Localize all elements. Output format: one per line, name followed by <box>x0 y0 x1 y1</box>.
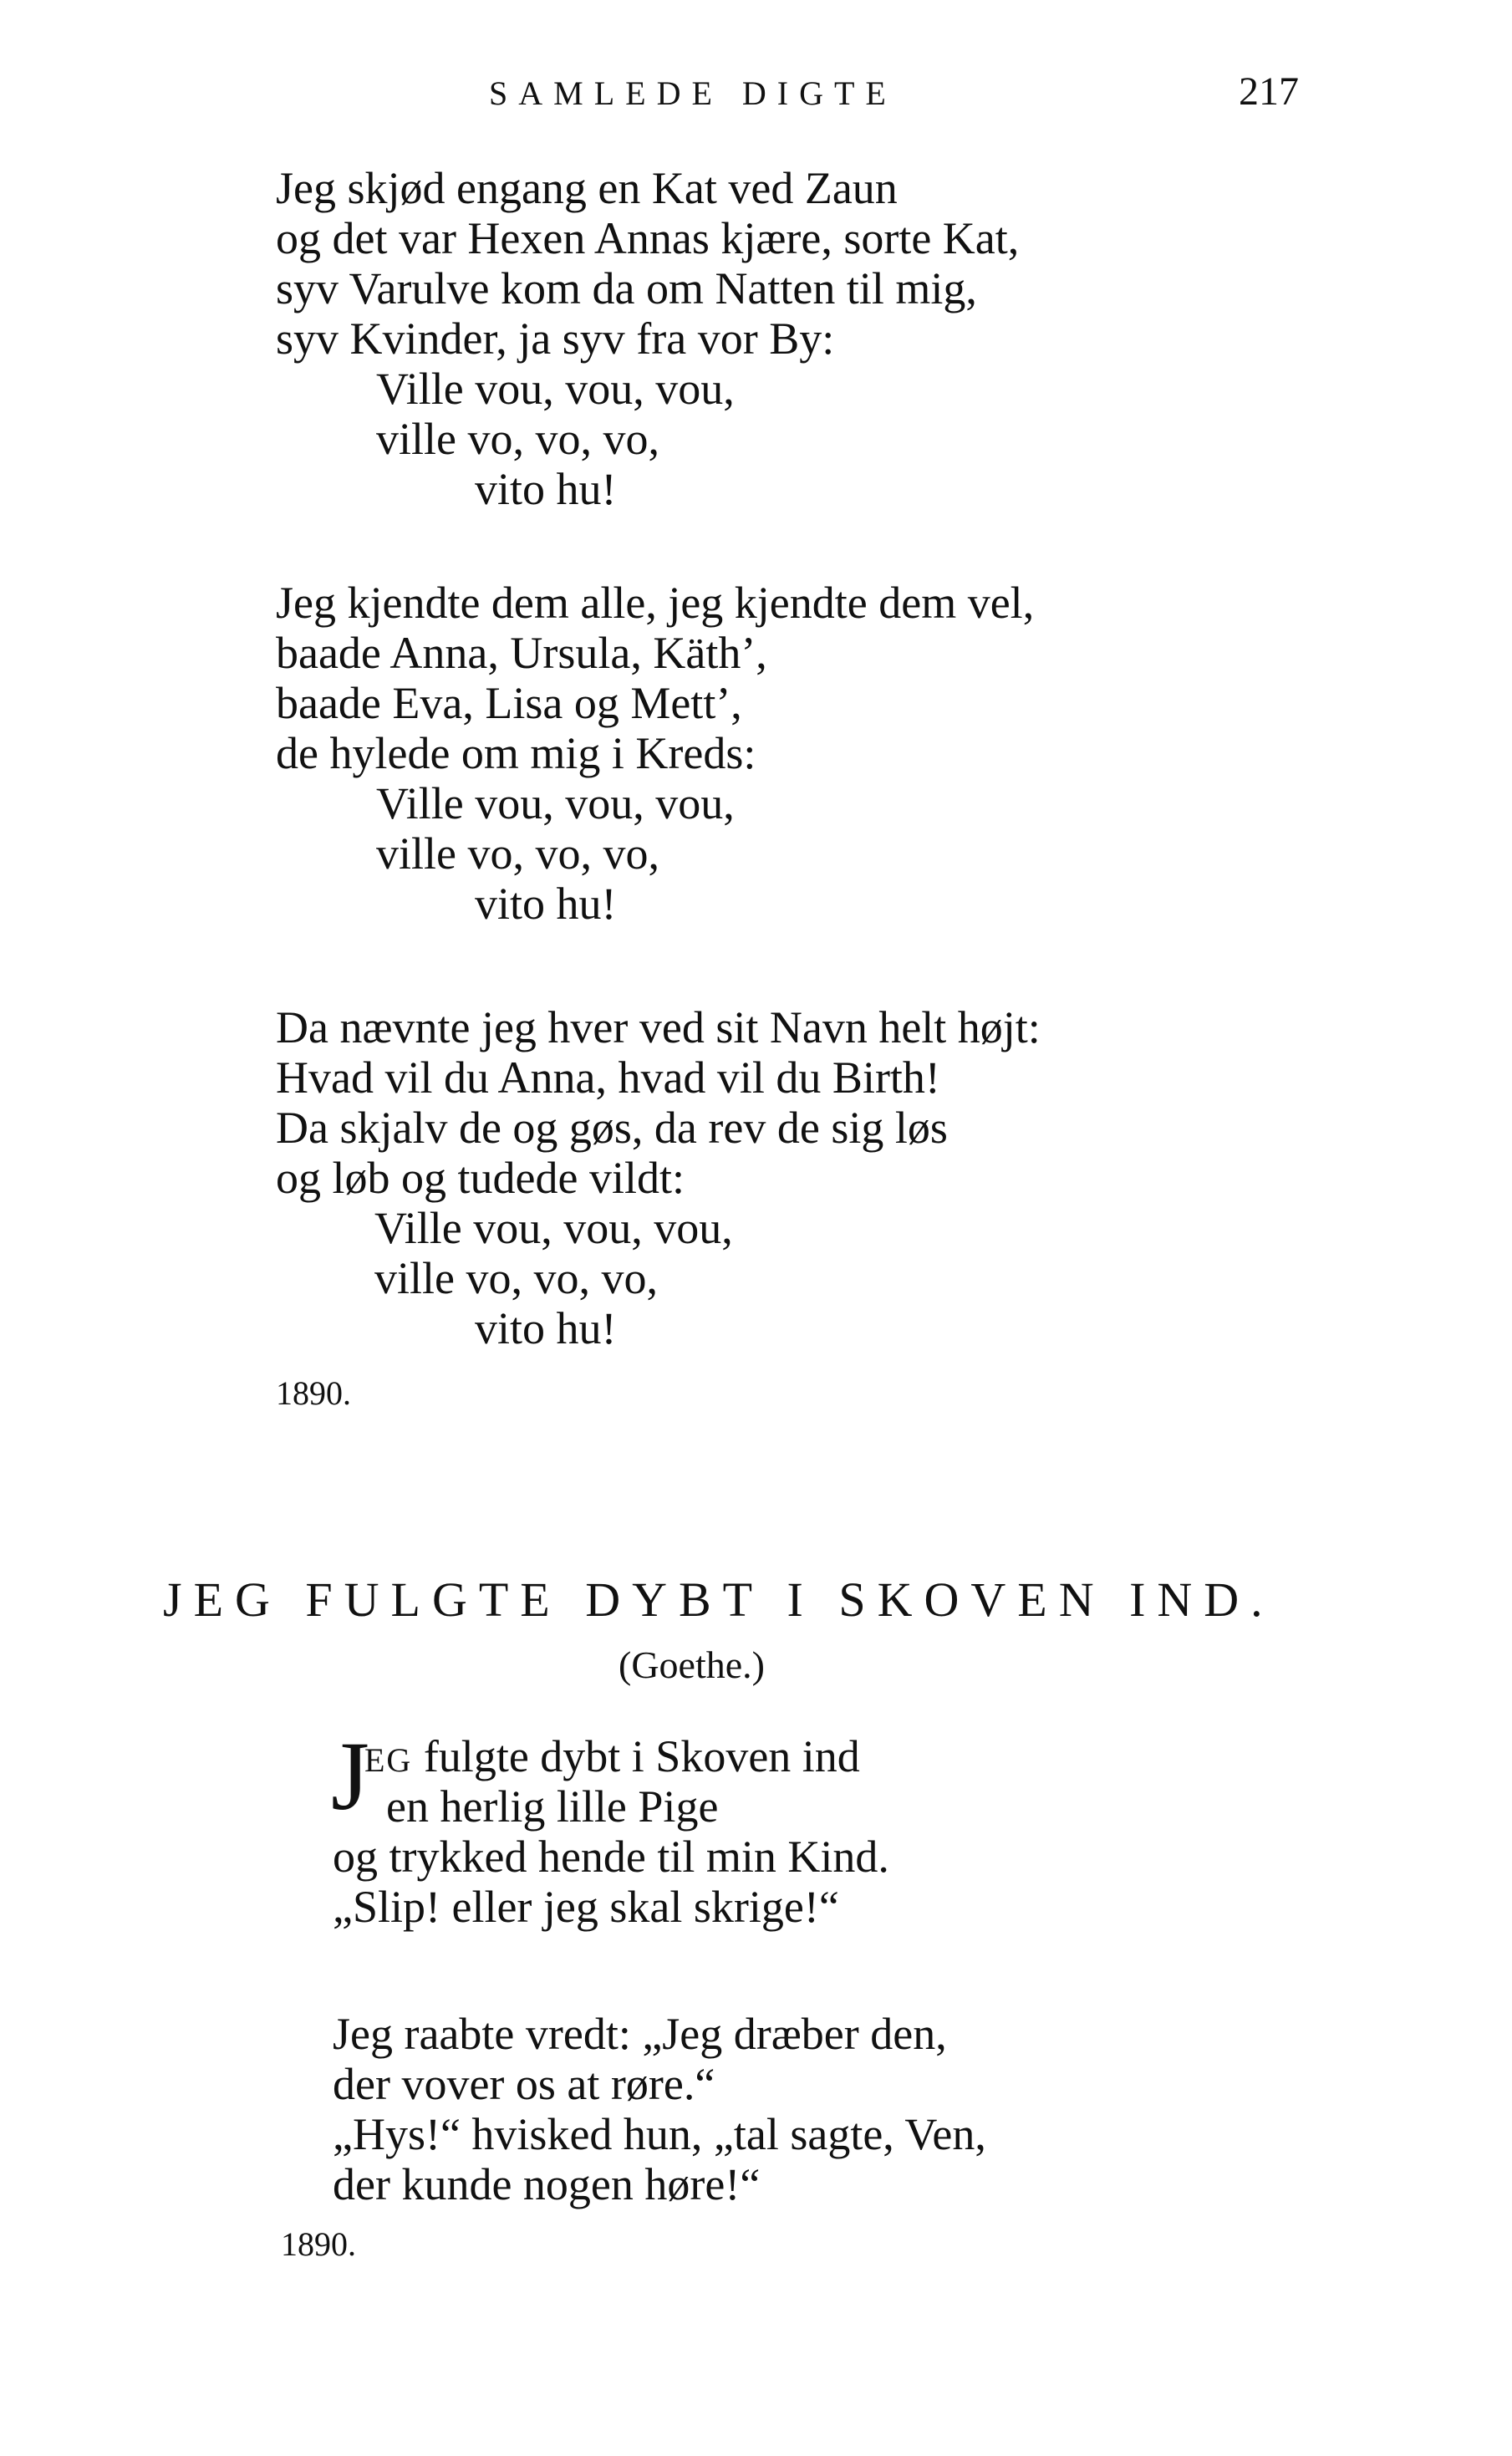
poem-line: Da skjalv de og gøs, da rev de sig løs <box>276 1103 948 1153</box>
poem-line: syv Varulve kom da om Natten til mig, <box>276 263 977 313</box>
page-number: 217 <box>1239 69 1299 114</box>
poem-line-opening <box>364 1732 860 1785</box>
poem-title: JEG FULGTE DYBT I SKOVEN IND. <box>163 1572 1275 1627</box>
refrain-line: ville vo, vo, vo, <box>374 1253 658 1303</box>
drop-capital: J <box>331 1721 369 1831</box>
poem-line: „Slip! eller jeg skal skrige!“ <box>333 1882 839 1932</box>
refrain-line: Ville vou, vou, vou, <box>376 778 735 828</box>
refrain-line: Ville vou, vou, vou, <box>374 1203 733 1253</box>
poem-line: „Hys!“ hvisked hun, „tal sagte, Ven, <box>333 2109 986 2159</box>
poem-subtitle: (Goethe.) <box>619 1643 765 1686</box>
poem-line: Hvad vil du Anna, hvad vil du Birth! <box>276 1052 940 1103</box>
refrain-line: vito hu! <box>475 1303 617 1353</box>
refrain-line: ville vo, vo, vo, <box>376 828 659 879</box>
poem-line: baade Eva, Lisa og Mett’, <box>276 678 742 728</box>
opening-line-text: fulgte dybt i Skoven ind <box>423 1731 860 1781</box>
poem-line: en herlig lille Pige <box>386 1781 719 1832</box>
poem-line: der kunde nogen høre!“ <box>333 2159 761 2209</box>
poem-line: Jeg raabte vredt: „Jeg dræber den, <box>333 2009 947 2059</box>
poem-date: 1890. <box>281 2225 356 2263</box>
poem-date: 1890. <box>276 1374 351 1412</box>
running-title: SAMLEDE DIGTE <box>489 74 897 112</box>
poem-line: Da nævnte jeg hver ved sit Navn helt højt: <box>276 1002 1041 1052</box>
poem-line: og trykked hende til min Kind. <box>333 1832 889 1882</box>
poem-line: og det var Hexen Annas kjære, sorte Kat, <box>276 213 1020 263</box>
poem-line: der vover os at røre.“ <box>333 2059 715 2109</box>
poem-line: og løb og tudede vildt: <box>276 1153 685 1203</box>
refrain-line: vito hu! <box>475 464 617 514</box>
refrain-line: ville vo, vo, vo, <box>376 414 659 464</box>
poem-line: syv Kvinder, ja syv fra vor By: <box>276 313 835 364</box>
opening-small-caps: EG <box>364 1741 413 1779</box>
poem-line: Jeg skjød engang en Kat ved Zaun <box>276 163 898 213</box>
refrain-line: vito hu! <box>475 879 617 929</box>
poem-line: de hylede om mig i Kreds: <box>276 728 756 778</box>
refrain-line: Ville vou, vou, vou, <box>376 364 735 414</box>
poem-line: baade Anna, Ursula, Käth’, <box>276 628 767 678</box>
poem-line: Jeg kjendte dem alle, jeg kjendte dem vel, <box>276 578 1035 628</box>
